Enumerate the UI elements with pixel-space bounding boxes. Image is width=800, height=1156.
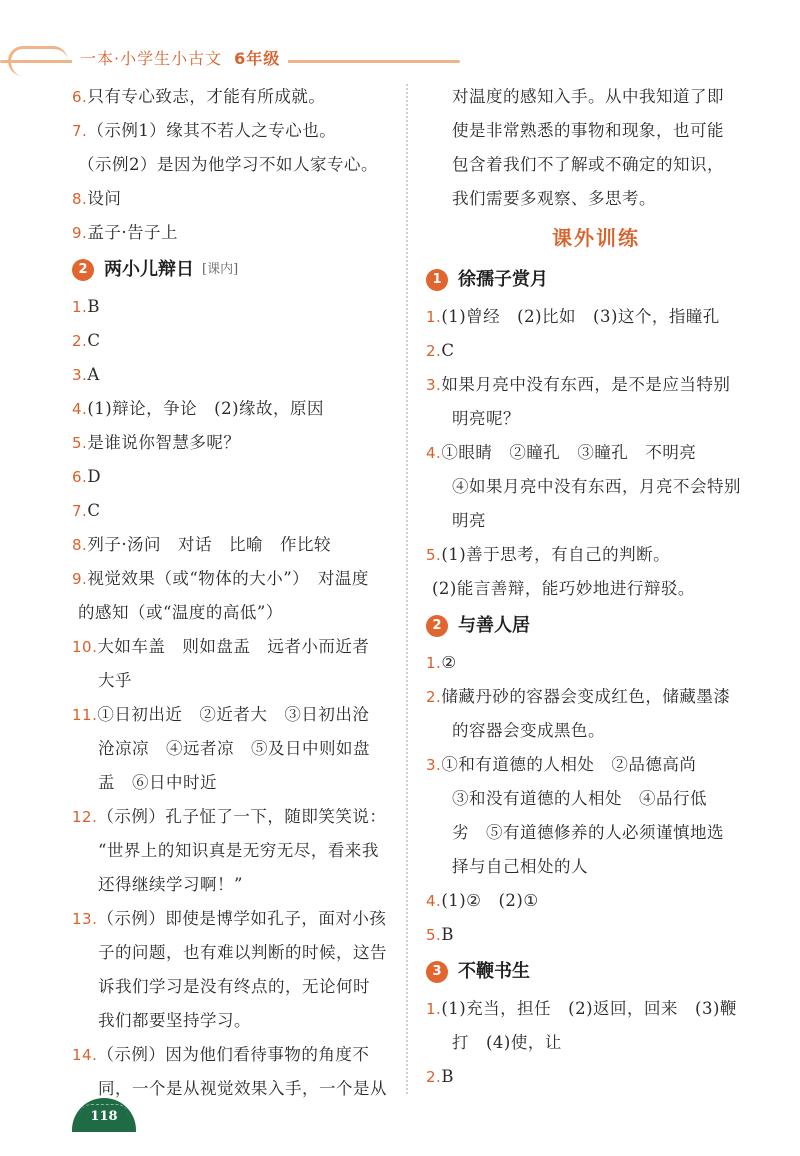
answer-continuation: 的容器会变成黑色。 <box>452 721 605 740</box>
answer-continuation: “世界上的知识真是无穷无尽，看来我 <box>98 841 379 860</box>
answer-item: 5.B <box>426 925 454 944</box>
answer-continuation: 我们需要多观察、多思考。 <box>452 189 656 208</box>
answer-item: 4.(1)辩论，争论 (2)缘故，原因 <box>72 399 325 418</box>
answer-continuation: 包含着我们不了解或不确定的知识， <box>452 155 724 174</box>
answer-item: 6.D <box>72 467 102 486</box>
section-number-badge: 1 <box>426 269 448 291</box>
answer-continuation: 同，一个是从视觉效果入手，一个是从 <box>98 1079 387 1098</box>
answer-continuation: 诉我们学习是没有终点的，无论何时 <box>98 977 370 996</box>
answer-continuation: 明亮呢？ <box>452 409 520 428</box>
section-heading <box>72 250 392 290</box>
section-title: 不鞭书生 <box>458 961 530 982</box>
part-heading: 课外训练 <box>552 226 640 250</box>
answer-item: 12.（示例）孔子怔了一下，随即笑笑说： <box>72 807 387 826</box>
answer-item: 9.孟子·告子上 <box>72 223 179 242</box>
answer-item: 1.② <box>426 653 457 672</box>
section-title: 与善人居 <box>458 615 530 636</box>
answer-continuation: 使是非常熟悉的事物和现象，也可能 <box>452 121 724 140</box>
answer-item: 2.C <box>72 331 101 350</box>
left-column <box>72 80 392 1106</box>
section-heading <box>426 606 766 646</box>
answer-continuation: 的感知（或“温度的高低”） <box>78 603 283 622</box>
grade-label: 6年级 <box>234 49 281 68</box>
answer-item: 1.(1)曾经 (2)比如 (3)这个，指瞳孔 <box>426 307 720 326</box>
answer-continuation: （示例2）是因为他学习不如人家专心。 <box>78 155 378 174</box>
answer-continuation: ③和没有道德的人相处 ④品行低 <box>452 789 707 808</box>
answer-item: 13.（示例）即使是博学如孔子，面对小孩 <box>72 909 387 928</box>
answer-continuation: 择与自己相处的人 <box>452 857 588 876</box>
page-header <box>0 40 800 80</box>
answer-item: 1.B <box>72 297 100 316</box>
section-title: 徐孺子赏月 <box>458 269 548 290</box>
answer-continuation: 劣 ⑤有道德修养的人必须谨慎地选 <box>452 823 724 842</box>
answer-item: 3.①和有道德的人相处 ②品德高尚 <box>426 755 697 774</box>
series-title: 一本·小学生小古文 <box>80 49 223 68</box>
answer-continuation: 还得继续学习啊！” <box>98 875 243 894</box>
answer-continuation: 大乎 <box>98 671 132 690</box>
answer-continuation: 子的问题，也有难以判断的时候，这告 <box>98 943 387 962</box>
answer-item: 3.如果月亮中没有东西，是不是应当特别 <box>426 375 731 394</box>
answer-continuation: 打 (4)使，让 <box>452 1033 562 1052</box>
answer-item: 11.①日初出近 ②近者大 ③日初出沧 <box>72 705 370 724</box>
answer-item: 8.设问 <box>72 189 122 208</box>
answer-continuation: 沧凉凉 ④远者凉 ⑤及日中则如盘 <box>98 739 370 758</box>
answer-item: 1.(1)充当，担任 (2)返回，回来 (3)鞭 <box>426 999 737 1018</box>
answer-item: 6.只有专心致志，才能有所成就。 <box>72 87 326 106</box>
answer-item: 7.（示例1）缘其不若人之专心也。 <box>72 121 337 140</box>
answer-continuation: ④如果月亮中没有东西，月亮不会特别 <box>452 477 741 496</box>
section-tag: [课内] <box>202 262 239 277</box>
column-divider <box>406 84 408 1094</box>
section-number-badge: 2 <box>72 259 94 281</box>
right-column <box>426 80 766 1094</box>
answer-item: 7.C <box>72 501 101 520</box>
answer-item: 10.大如车盖 则如盘盂 远者小而近者 <box>72 637 370 656</box>
answer-item: 8.列子·汤问 对话 比喻 作比较 <box>72 535 332 554</box>
answer-item: 2.C <box>426 341 455 360</box>
section-heading <box>426 260 766 300</box>
section-title: 两小儿辩日 <box>104 259 194 280</box>
answer-item: 9.视觉效果（或“物体的大小”） 对温度 <box>72 569 369 588</box>
answer-item: 14.（示例）因为他们看待事物的角度不 <box>72 1045 370 1064</box>
section-number-badge: 2 <box>426 615 448 637</box>
answer-item: 3.A <box>72 365 100 384</box>
answer-continuation: 我们都要坚持学习。 <box>98 1011 251 1030</box>
section-heading <box>426 952 766 992</box>
header-title <box>72 46 288 69</box>
answer-continuation: 盂 ⑥日中时近 <box>98 773 217 792</box>
answer-continuation: (2)能言善辩，能巧妙地进行辩驳。 <box>432 579 695 598</box>
answer-item: 4.①眼睛 ②瞳孔 ③瞳孔 不明亮 <box>426 443 697 462</box>
answer-continuation: 对温度的感知入手。从中我知道了即 <box>452 87 724 106</box>
section-number-badge: 3 <box>426 961 448 983</box>
answer-item: 2.B <box>426 1067 454 1086</box>
answer-continuation: 明亮 <box>452 511 486 530</box>
page-number: 118 <box>72 1098 136 1132</box>
answer-item: 4.(1)② (2)① <box>426 891 539 910</box>
answer-item: 5.是谁说你智慧多呢？ <box>72 433 241 452</box>
answer-item: 2.储藏丹砂的容器会变成红色，储藏墨漆 <box>426 687 731 706</box>
answer-item: 5.(1)善于思考，有自己的判断。 <box>426 545 671 564</box>
